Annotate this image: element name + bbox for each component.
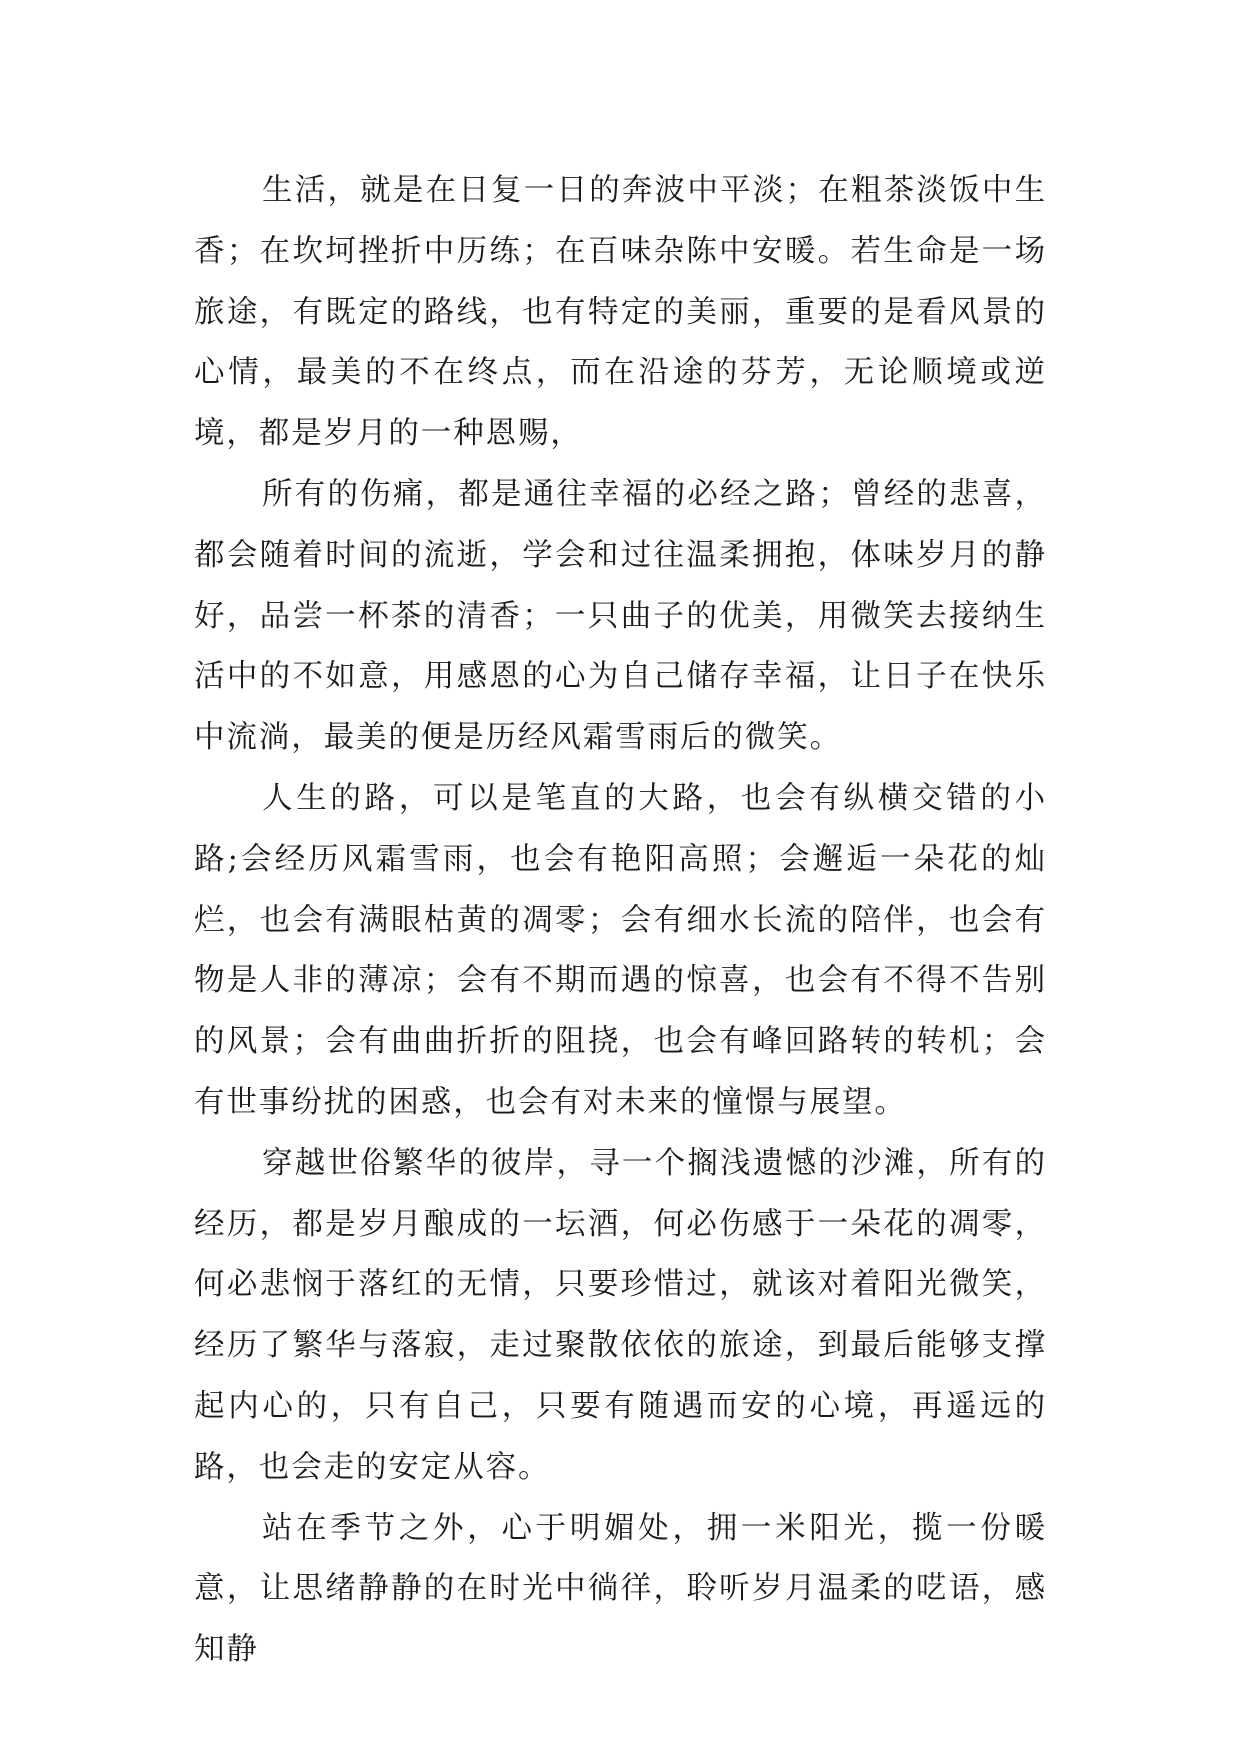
paragraph-2: 所有的伤痛，都是通往幸福的必经之路；曾经的悲喜，都会随着时间的流逝，学会和过往温柔拥抱，体味岁月的静好，品尝一杯茶的清香；一只曲子的优美，用微笑去接纳生活中的不如意，用感恩的心为自己储存幸福，让日子在快乐中流淌，最美的便是历经风霜雪雨后的微笑。 (194, 476, 1047, 756)
paragraph-4: 穿越世俗繁华的彼岸，寻一个搁浅遗憾的沙滩，所有的经历，都是岁月酿成的一坛酒，何必伤感于一朵花的凋零，何必悲悯于落红的无情，只要珍惜过，就该对着阳光微笑，经历了繁华与落寂，走过聚散依依的旅途，到最后能够支撑起内心的，只有自己，只要有随遇而安的心境，再遥远的路，也会走的安定从容。 (194, 1145, 1047, 1485)
paragraph-3: 人生的路，可以是笔直的大路，也会有纵横交错的小路;会经历风霜雪雨，也会有艳阳高照；会邂逅一朵花的灿烂，也会有满眼枯黄的凋零；会有细水长流的陪伴，也会有物是人非的薄凉；会有不期而遇的惊喜，也会有不得不告别的风景；会有曲曲折折的阻挠，也会有峰回路转的转机；会有世事纷扰的困惑，也会有对未来的憧憬与展望。 (194, 780, 1047, 1120)
document-page (194, 161, 1047, 1681)
paragraph-1: 生活，就是在日复一日的奔波中平淡；在粗茶淡饭中生香；在坎坷挫折中历练；在百味杂陈中安暖。若生命是一场旅途，有既定的路线，也有特定的美丽，重要的是看风景的心情，最美的不在终点，而在沿途的芬芳，无论顺境或逆境，都是岁月的一种恩赐， (194, 173, 1047, 452)
paragraph-5: 站在季节之外，心于明媚处，拥一米阳光，揽一份暖意，让思绪静静的在时光中徜徉，聆听岁月温柔的呓语，感知静 (194, 1510, 1047, 1668)
